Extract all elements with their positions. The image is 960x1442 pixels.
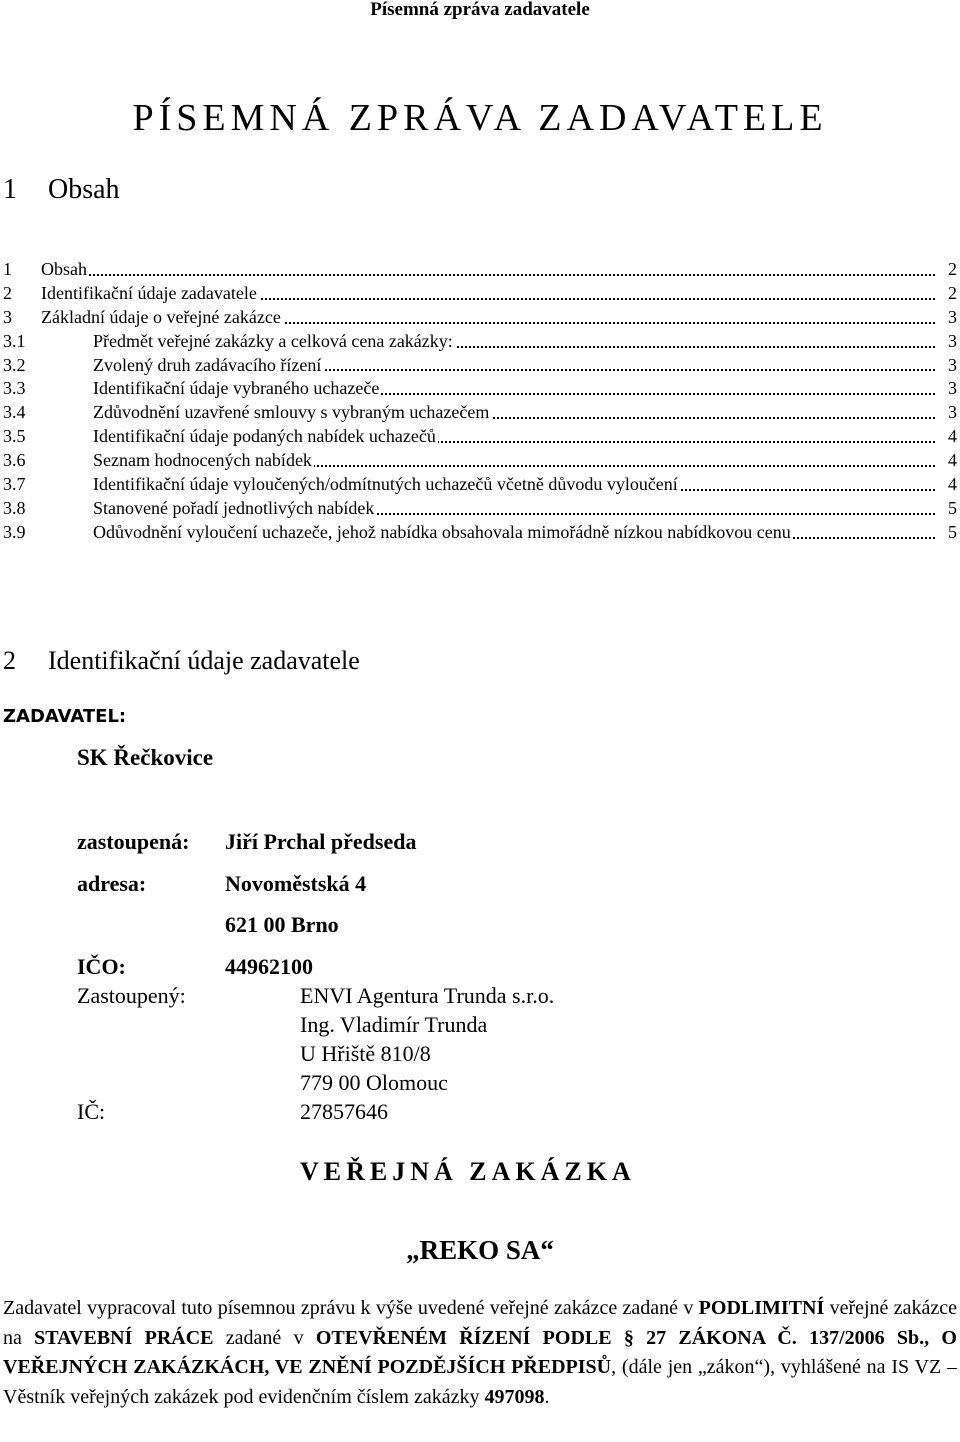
toc-entry-title xyxy=(41,306,935,330)
toc-entry-page: 3 xyxy=(937,354,957,378)
toc-entry[interactable] xyxy=(3,330,957,354)
agent-line-4: 779 00 Olomouc xyxy=(300,1070,448,1095)
toc-entry[interactable] xyxy=(3,497,957,521)
toc-entry-page: 4 xyxy=(937,425,957,449)
toc-entry-page: 4 xyxy=(937,473,957,497)
toc-entry-label: Obsah xyxy=(41,259,87,279)
toc-entry-number: 3.3 xyxy=(3,378,26,399)
ico-value: 44962100 xyxy=(225,954,313,979)
section-number: 1 xyxy=(3,174,17,205)
toc-entry-page: 3 xyxy=(937,377,957,401)
toc-entry-title xyxy=(41,282,935,306)
toc-entry-title xyxy=(93,497,935,521)
toc-entry-page: 3 xyxy=(937,306,957,330)
toc-entry[interactable] xyxy=(3,306,957,330)
toc-entry-page: 3 xyxy=(937,401,957,425)
paragraph-text: veřejné zakázce na xyxy=(3,1297,957,1349)
section-number: 2 xyxy=(3,646,16,675)
paragraph-bold: , O VEŘEJNÝCH ZAKÁZKÁCH, VE ZNĚNÍ POZDĚJŠÍCH PŘEDPISŮ xyxy=(3,1326,957,1378)
toc-entry-title xyxy=(93,521,935,545)
toc-entry-number: 3.8 xyxy=(3,497,26,518)
document-title: PÍSEMNÁ ZPRÁVA ZADAVATELE xyxy=(132,97,828,139)
toc-entry[interactable] xyxy=(3,521,957,545)
toc-entry-label: Stanovené pořadí jednotlivých nabídek xyxy=(93,497,375,518)
toc-entry-page: 5 xyxy=(937,521,957,545)
toc-entry-label: Zvolený druh zadávacího řízení xyxy=(93,354,322,375)
toc-entry-number: 3.4 xyxy=(3,402,26,423)
toc-entry-title xyxy=(93,330,935,354)
paragraph-text: . xyxy=(544,1385,550,1408)
address-line-2: 621 00 Brno xyxy=(225,912,339,937)
toc-entry[interactable] xyxy=(3,282,957,306)
toc-entry[interactable] xyxy=(3,354,957,378)
toc-entry-label: Předmět veřejné zakázky a celková cena zakázky: xyxy=(93,330,453,351)
contracting-authority-label: ZADAVATEL: xyxy=(3,706,127,727)
paragraph-bold: 497098 xyxy=(484,1385,545,1408)
toc-entry[interactable] xyxy=(3,473,957,497)
ico-label: IČO: xyxy=(77,954,126,979)
agent-line-2: Ing. Vladimír Trunda xyxy=(300,1012,488,1037)
toc-entry-page: 2 xyxy=(937,282,957,306)
toc-entry-number: 1 xyxy=(3,259,12,279)
toc-entry[interactable] xyxy=(3,449,957,473)
paragraph-bold: PODLIMITNÍ xyxy=(698,1297,825,1319)
toc-entry-page: 4 xyxy=(937,449,957,473)
represented-label: zastoupená: xyxy=(77,829,190,854)
agent-line-3: U Hřiště 810/8 xyxy=(300,1041,431,1066)
toc-entry-title xyxy=(93,473,935,497)
report-paragraph xyxy=(3,1294,957,1412)
toc-entry-number: 3.2 xyxy=(3,354,26,375)
toc-entry-number: 3 xyxy=(3,306,12,327)
represented-value: Jiří Prchal předseda xyxy=(225,829,417,854)
toc-entry[interactable] xyxy=(3,425,957,449)
section-heading-contents xyxy=(3,174,120,206)
agent-line-1: ENVI Agentura Trunda s.r.o. xyxy=(300,983,555,1008)
address-label: adresa: xyxy=(77,871,147,896)
toc-entry-label: Základní údaje o veřejné zakázce xyxy=(41,306,281,327)
toc-entry[interactable] xyxy=(3,258,957,282)
toc-entry-label: Seznam hodnocených nabídek xyxy=(93,450,312,471)
toc-entry-label: Odůvodnění vyloučení uchazeče, jehož nabídka obsahovala mimořádně nízkou nabídkovou cenu xyxy=(93,521,791,542)
paragraph-bold: STAVEBNÍ PRÁCE xyxy=(34,1326,214,1349)
toc-entry-number: 3.5 xyxy=(3,426,26,447)
toc-entry-title xyxy=(41,258,935,282)
toc-entry-number: 3.7 xyxy=(3,474,26,495)
toc-entry-number: 2 xyxy=(3,282,12,303)
toc-entry[interactable] xyxy=(3,377,957,401)
agent-label: Zastoupený: xyxy=(77,983,186,1008)
section-heading-identification xyxy=(3,644,360,678)
ic-value: 27857646 xyxy=(300,1099,388,1124)
toc-entry-title xyxy=(93,377,935,401)
toc-entry-page: 3 xyxy=(937,330,957,354)
section-title: Identifikační údaje zadavatele xyxy=(48,646,360,675)
paragraph-text: zadané v xyxy=(213,1326,316,1349)
toc-entry-number: 3.1 xyxy=(3,330,26,351)
toc-entry-label: Identifikační údaje vyloučených/odmítnutých uchazečů včetně důvodu vyloučení xyxy=(93,474,678,495)
toc-entry-page: 2 xyxy=(937,258,957,282)
toc-entry-number: 3.9 xyxy=(3,521,26,542)
running-header: Písemná zpráva zadavatele xyxy=(370,0,590,20)
toc-entry-label: Zdůvodnění uzavřené smlouvy s vybraným uchazečem xyxy=(93,402,490,423)
toc-entry-title xyxy=(93,354,935,378)
toc-entry-page: 5 xyxy=(937,497,957,521)
address-line-1: Novoměstská 4 xyxy=(225,871,367,896)
section-title: Obsah xyxy=(48,174,120,205)
toc-leader-dots xyxy=(41,274,935,276)
toc-entry-label: Identifikační údaje vybraného uchazeče xyxy=(93,378,380,399)
ic-label: IČ: xyxy=(77,1099,106,1124)
contracting-authority-name: SK Řečkovice xyxy=(77,745,214,770)
toc-entry-label: Identifikační údaje podaných nabídek uchazečů xyxy=(93,426,436,447)
toc-entry-title xyxy=(93,425,935,449)
paragraph-bold: OTEVŘENÉM ŘÍZENÍ PODLE § 27 ZÁKONA Č. 137/2006 Sb. xyxy=(315,1326,925,1349)
paragraph-text: , (dále jen „zákon“), vyhlášené na IS VZ – Věstník veřejných zakázek pod evidenčním číslem zakázky xyxy=(3,1356,957,1408)
table-of-contents xyxy=(3,258,957,545)
toc-entry[interactable] xyxy=(3,401,957,425)
toc-entry-number: 3.6 xyxy=(3,450,26,471)
toc-entry-title xyxy=(93,401,935,425)
toc-entry-label: Identifikační údaje zadavatele xyxy=(41,282,257,303)
toc-entry-title xyxy=(93,449,935,473)
public-contract-heading: VEŘEJNÁ ZAKÁZKA xyxy=(300,1157,636,1186)
paragraph-text: Zadavatel vypracoval tuto písemnou zprávu k výše uvedené veřejné zakázce zadané v xyxy=(3,1297,699,1319)
contract-name: „REKO SA“ xyxy=(406,1235,554,1265)
